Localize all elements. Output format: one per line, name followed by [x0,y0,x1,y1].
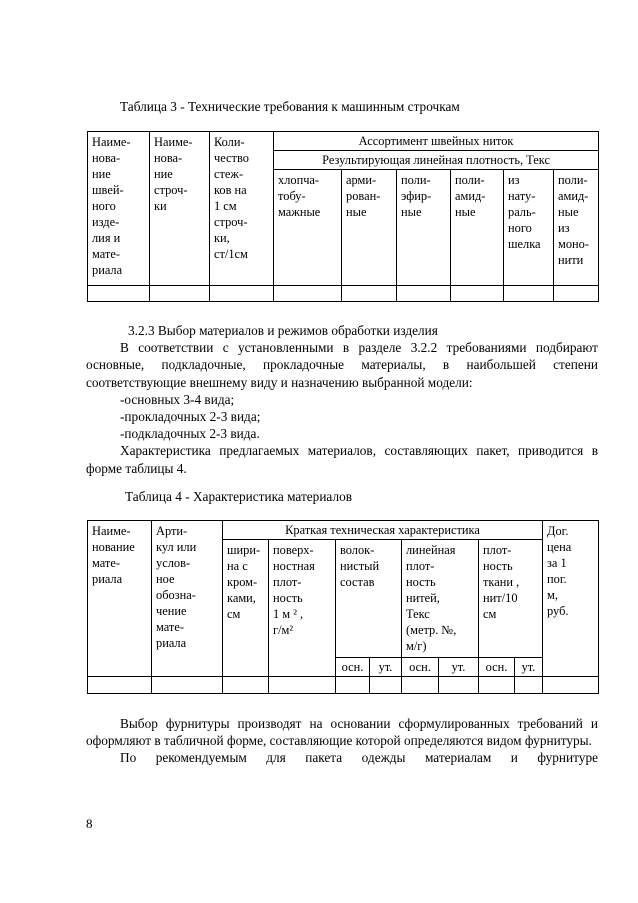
table4-header-fiber: волок- нистый состав [336,540,402,658]
section-heading: 3.2.3 Выбор материалов и режимов обработки изделия [128,323,438,338]
table4 [87,520,599,694]
table3-thread-polyamide: поли- амид- ные [451,170,504,286]
table4-caption: Таблица 4 - Характеристика материалов [125,489,353,504]
list-item: -подкладочных 2-3 вида. [120,426,260,442]
table4-header-characteristics: Краткая техническая характеристика [223,521,543,540]
table3-header-stitch: Наиме- нова- ние строч- ки [150,132,210,286]
table4-header-article: Арти- кул или услов- ное обозна- чение мате- риала [152,521,223,677]
table4-fabric-main: осн. [479,658,515,677]
table3-header-linear-density: Результирующая линейная плотность, Текс [274,151,599,170]
page-number: 8 [86,816,93,831]
table4-header-price: Дог. цена за 1 пог. м, руб. [543,521,599,677]
section-body [86,322,598,477]
table4-header-surface-density: поверх- ностная плот- ность 1 м ² , г/м² [269,540,336,677]
table4-header-width: шири- на с кром- ками, см [223,540,269,677]
table3-header-thread-range: Ассортимент швейных ниток [274,132,599,151]
table4-empty-row [88,677,599,694]
list-item: -прокладочных 2-3 вида; [120,409,261,425]
section-paragraph-2: Характеристика предлагаемых материалов, составляющих пакет, приводится в форме таблицы 4. [86,443,598,476]
table3-thread-armored: арми- рован- ные [342,170,397,286]
closing-body [86,715,598,767]
table4-fiber-weft: ут. [370,658,402,677]
table4-header-name: Наиме- нование мате- риала [88,521,152,677]
closing-paragraph-2: По рекомендуемым для пакета одежды материалам и фурнитуре [120,750,598,766]
closing-paragraph-1: Выбор фурнитуры производят на основании сформулированных требований и оформляют в табличной форме, составляющие которой определяются видом фурнитуры. [86,716,598,749]
table3-thread-silk: из нату- раль- ного шелка [504,170,554,286]
table3-thread-cotton: хлопча- тобу- мажные [274,170,342,286]
table3-header-item: Наиме- нова- ние швей- ного изде- лия и мате- риала [88,132,150,286]
table4-linear-main: осн. [402,658,439,677]
table3-thread-polyamide-mono: поли- амид- ные из моно- нити [554,170,599,286]
table4-fiber-main: осн. [336,658,370,677]
table3-empty-row [88,286,599,302]
table3 [87,131,599,302]
table4-header-linear-density: линейная плот- ность нитей, Текс (метр. №, м/г) [402,540,479,658]
table3-caption: Таблица 3 - Технические требования к машинным строчкам [120,99,460,114]
list-item: -основных 3-4 вида; [120,391,235,407]
section-paragraph-1: В соответствии с установленными в разделе 3.2.2 требованиями подбирают основные, подкладочные, прокладочные материалы, в наибольшей степени соответствующие внешнему виду и назначению выбранной модели: [86,340,598,390]
table4-linear-weft: ут. [439,658,479,677]
table3-thread-polyester: поли- эфир- ные [397,170,451,286]
table4-fabric-weft: ут. [515,658,543,677]
table4-header-fabric-density: плот- ность ткани , нит/10 см [479,540,543,658]
table3-header-stitch-count: Коли- чество стеж- ков на 1 см строч- ки, ст/1см [210,132,274,286]
